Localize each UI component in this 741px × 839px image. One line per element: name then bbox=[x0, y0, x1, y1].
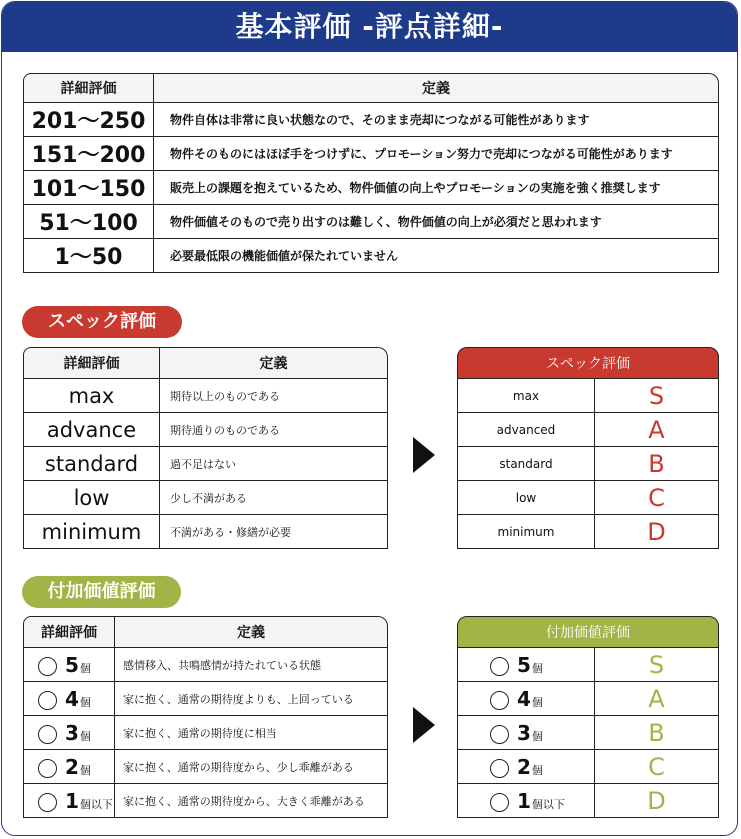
added-value-definition-table bbox=[23, 616, 388, 818]
count-value: 2 bbox=[65, 754, 79, 779]
spec-definition: 期待以上のものである bbox=[160, 379, 388, 413]
spec-grade: D bbox=[595, 515, 719, 549]
table-row bbox=[457, 648, 719, 682]
spec-result-table bbox=[457, 347, 719, 549]
table-row bbox=[23, 716, 388, 750]
added-value-result-table bbox=[457, 616, 719, 818]
spec-result-label: standard bbox=[457, 447, 595, 481]
table-row bbox=[457, 413, 719, 447]
added-result-count bbox=[457, 784, 595, 818]
circle-icon bbox=[38, 793, 57, 812]
score-definition: 物件価値そのもので売り出すのは難しく、物件価値の向上が必須だと思われます bbox=[154, 205, 719, 239]
count-unit: 個 bbox=[79, 763, 91, 777]
table-row bbox=[23, 481, 388, 515]
spec-definition: 少し不満がある bbox=[160, 481, 388, 515]
score-table-header-definition: 定義 bbox=[154, 73, 719, 103]
circle-icon bbox=[490, 725, 509, 744]
added-header-definition: 定義 bbox=[115, 616, 388, 648]
score-definition: 物件そのものにはほぼ手をつけずに、プロモーション努力で売却につながる可能性があります bbox=[154, 137, 719, 171]
spec-definition: 不満がある・修繕が必要 bbox=[160, 515, 388, 549]
score-range: 101〜150 bbox=[23, 171, 154, 205]
circle-icon bbox=[38, 725, 57, 744]
spec-definition: 期待通りのものである bbox=[160, 413, 388, 447]
table-row bbox=[457, 379, 719, 413]
spec-section-label: スペック評価 bbox=[22, 306, 182, 338]
table-row bbox=[23, 515, 388, 549]
count-value: 1 bbox=[517, 788, 531, 813]
added-result-count bbox=[457, 648, 595, 682]
score-table bbox=[23, 73, 719, 273]
spec-result-label: advanced bbox=[457, 413, 595, 447]
table-row bbox=[457, 784, 719, 818]
table-row bbox=[23, 239, 719, 273]
added-count bbox=[23, 648, 115, 682]
table-row bbox=[457, 481, 719, 515]
table-row bbox=[23, 447, 388, 481]
count-unit: 個以下 bbox=[79, 797, 113, 811]
score-definition: 販売上の課題を抱えているため、物件価値の向上やプロモーションの実施を強く推奨します bbox=[154, 171, 719, 205]
table-row bbox=[457, 750, 719, 784]
spec-result-label: low bbox=[457, 481, 595, 515]
table-row bbox=[457, 682, 719, 716]
count-unit: 個 bbox=[531, 729, 543, 743]
count-unit: 個以下 bbox=[531, 797, 565, 811]
added-result-header: 付加価値評価 bbox=[457, 616, 719, 648]
added-value-section-label: 付加価値評価 bbox=[22, 576, 181, 608]
table-row bbox=[23, 682, 388, 716]
circle-icon bbox=[490, 657, 509, 676]
added-grade: C bbox=[595, 750, 719, 784]
count-value: 5 bbox=[65, 652, 79, 677]
spec-level: low bbox=[23, 481, 160, 515]
count-value: 1 bbox=[65, 788, 79, 813]
added-result-count bbox=[457, 750, 595, 784]
arrow-right-icon bbox=[413, 707, 435, 743]
score-definition: 物件自体は非常に良い状態なので、そのまま売却につながる可能性があります bbox=[154, 103, 719, 137]
added-count bbox=[23, 784, 115, 818]
page-frame bbox=[1, 1, 738, 836]
spec-level: minimum bbox=[23, 515, 160, 549]
count-value: 2 bbox=[517, 754, 531, 779]
score-definition: 必要最低限の機能価値が保たれていません bbox=[154, 239, 719, 273]
added-count bbox=[23, 750, 115, 784]
count-unit: 個 bbox=[79, 661, 91, 675]
table-row bbox=[23, 103, 719, 137]
added-grade: A bbox=[595, 682, 719, 716]
spec-header-rating: 詳細評価 bbox=[23, 347, 160, 379]
page-title: 基本評価 -評点詳細- bbox=[2, 2, 737, 52]
count-value: 3 bbox=[65, 720, 79, 745]
added-definition: 感情移入、共鳴感情が持たれている状態 bbox=[115, 648, 388, 682]
spec-level: max bbox=[23, 379, 160, 413]
table-row bbox=[23, 379, 388, 413]
score-table-header-rating: 詳細評価 bbox=[23, 73, 154, 103]
added-count bbox=[23, 716, 115, 750]
circle-icon bbox=[490, 793, 509, 812]
spec-level: standard bbox=[23, 447, 160, 481]
spec-definition: 過不足はない bbox=[160, 447, 388, 481]
table-row bbox=[457, 716, 719, 750]
spec-definition-table bbox=[23, 347, 388, 549]
circle-icon bbox=[490, 691, 509, 710]
score-range: 201〜250 bbox=[23, 103, 154, 137]
spec-header-definition: 定義 bbox=[160, 347, 388, 379]
added-definition: 家に抱く、通常の期待度から、少し乖離がある bbox=[115, 750, 388, 784]
added-definition: 家に抱く、通常の期待度から、大きく乖離がある bbox=[115, 784, 388, 818]
count-value: 4 bbox=[65, 686, 79, 711]
added-definition: 家に抱く、通常の期待度に相当 bbox=[115, 716, 388, 750]
circle-icon bbox=[490, 759, 509, 778]
count-unit: 個 bbox=[79, 695, 91, 709]
added-grade: S bbox=[595, 648, 719, 682]
circle-icon bbox=[38, 691, 57, 710]
spec-result-header: スペック評価 bbox=[457, 347, 719, 379]
table-row bbox=[23, 171, 719, 205]
spec-result-label: max bbox=[457, 379, 595, 413]
spec-grade: B bbox=[595, 447, 719, 481]
added-grade: B bbox=[595, 716, 719, 750]
score-range: 1〜50 bbox=[23, 239, 154, 273]
spec-grade: A bbox=[595, 413, 719, 447]
table-row bbox=[23, 205, 719, 239]
spec-grade: C bbox=[595, 481, 719, 515]
spec-grade: S bbox=[595, 379, 719, 413]
table-row bbox=[23, 648, 388, 682]
added-count bbox=[23, 682, 115, 716]
circle-icon bbox=[38, 657, 57, 676]
table-row bbox=[23, 137, 719, 171]
count-value: 5 bbox=[517, 652, 531, 677]
circle-icon bbox=[38, 759, 57, 778]
added-result-count bbox=[457, 716, 595, 750]
count-value: 4 bbox=[517, 686, 531, 711]
table-row bbox=[23, 413, 388, 447]
added-definition: 家に抱く、通常の期待度よりも、上回っている bbox=[115, 682, 388, 716]
count-unit: 個 bbox=[531, 661, 543, 675]
added-result-count bbox=[457, 682, 595, 716]
count-unit: 個 bbox=[531, 763, 543, 777]
count-unit: 個 bbox=[79, 729, 91, 743]
count-unit: 個 bbox=[531, 695, 543, 709]
score-range: 151〜200 bbox=[23, 137, 154, 171]
table-row bbox=[23, 784, 388, 818]
added-grade: D bbox=[595, 784, 719, 818]
count-value: 3 bbox=[517, 720, 531, 745]
table-row bbox=[23, 750, 388, 784]
spec-level: advance bbox=[23, 413, 160, 447]
arrow-right-icon bbox=[413, 437, 435, 473]
spec-result-label: minimum bbox=[457, 515, 595, 549]
added-header-rating: 詳細評価 bbox=[23, 616, 115, 648]
table-row bbox=[457, 447, 719, 481]
score-range: 51〜100 bbox=[23, 205, 154, 239]
table-row bbox=[457, 515, 719, 549]
